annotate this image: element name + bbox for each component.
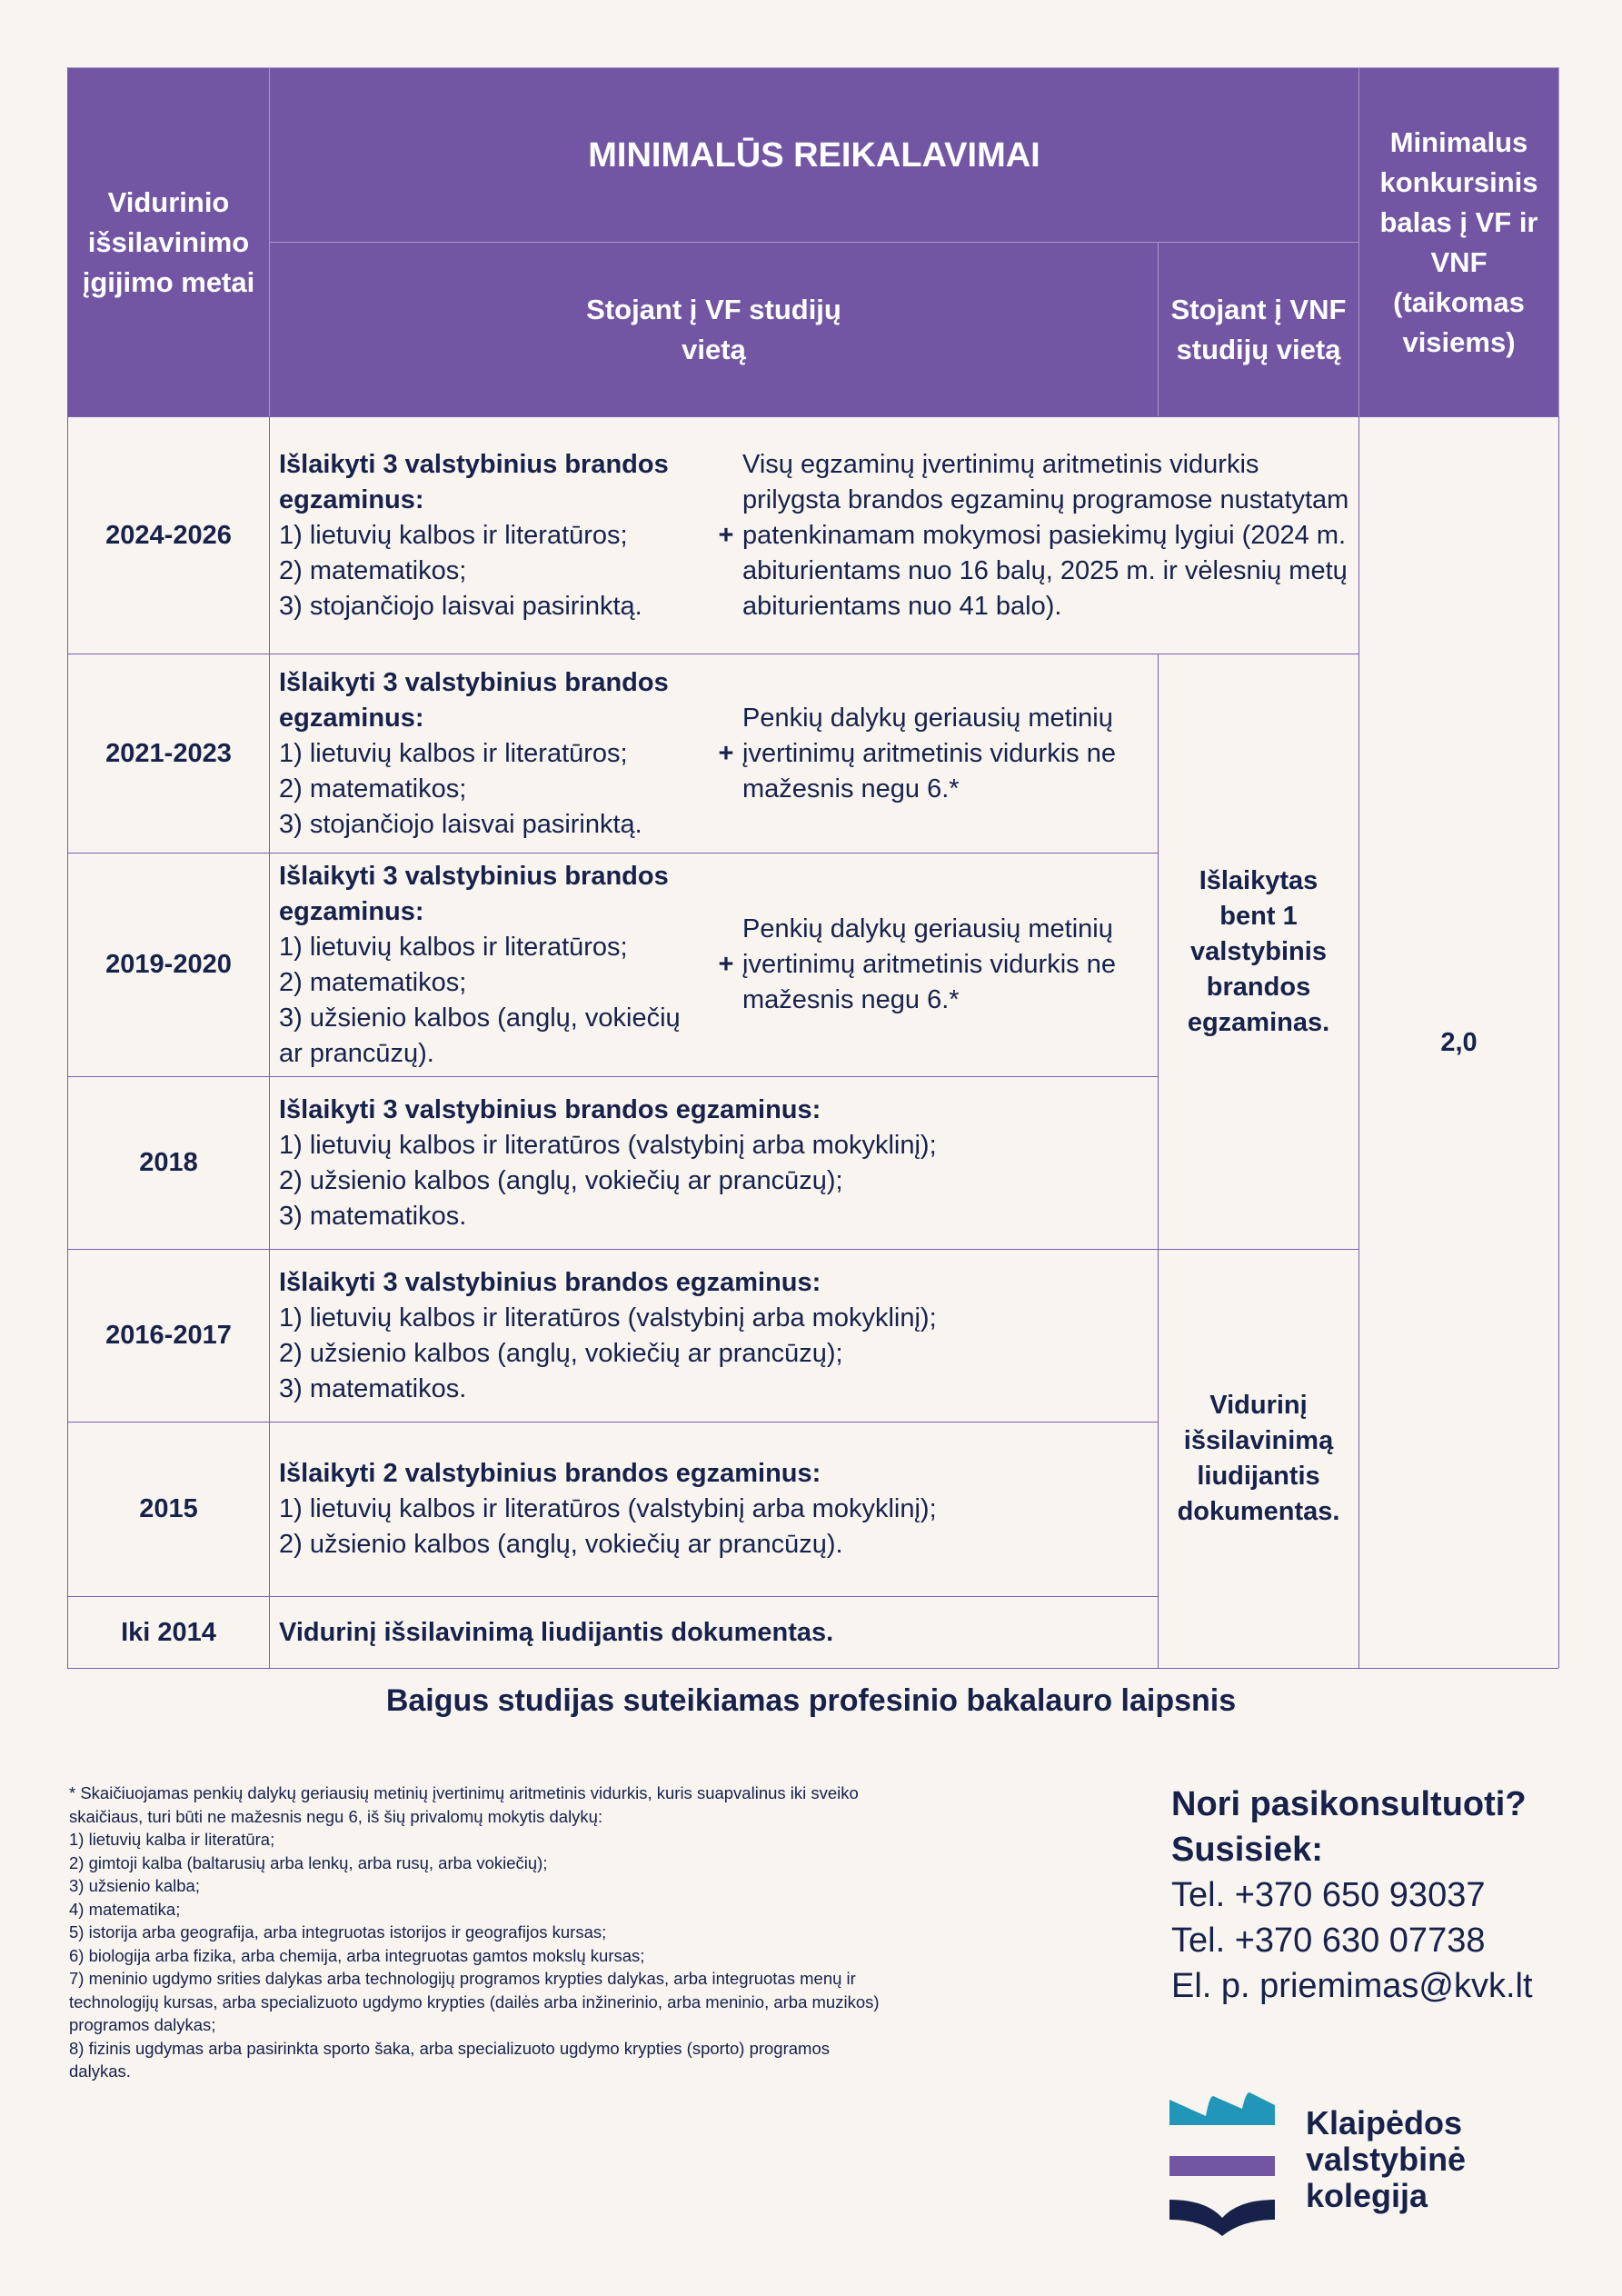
footnote	[69, 1782, 887, 2083]
row-requirements	[270, 654, 1159, 853]
contact-block	[1171, 1782, 1533, 2009]
req-item: 1) lietuvių kalbos ir literatūros;	[279, 738, 628, 768]
req-title: Išlaikyti 2 valstybinius brandos egzaminus:	[279, 1459, 821, 1488]
footnote-line: 6) biologija arba fizika, arba chemija, arba integruotas gamtos mokslų kursas;	[69, 1945, 645, 1965]
row-years: 2018	[68, 1076, 270, 1249]
header-min-req: MINIMALŪS REIKALAVIMAI	[270, 67, 1359, 242]
row-requirements	[270, 1249, 1159, 1422]
req-item: 1) lietuvių kalbos ir literatūros (valstybinį arba mokyklinį);	[279, 1303, 937, 1333]
row-requirements	[270, 416, 1359, 654]
min-score-value: 2,0	[1359, 416, 1559, 1668]
req-item: 1) lietuvių kalbos ir literatūros;	[279, 932, 628, 962]
row-years: 2021-2023	[68, 654, 270, 853]
req-item: 1) lietuvių kalbos ir literatūros (valstybinį arba mokyklinį);	[279, 1130, 937, 1160]
logo-wave	[1169, 2092, 1275, 2125]
plus-sign: +	[718, 520, 734, 550]
req-item: 3) užsienio kalbos (anglų, vokiečių ar prancūzų).	[279, 1003, 681, 1068]
logo-bar	[1169, 2156, 1275, 2176]
req-title: Išlaikyti 3 valstybinius brandos egzaminus:	[279, 861, 669, 926]
footnote-line: 5) istorija arba geografija, arba integruotas istorijos ir geografijos kursas;	[69, 1922, 607, 1942]
req-item: 3) matematikos.	[279, 1373, 467, 1403]
req-item: 2) matematikos;	[279, 555, 467, 585]
req-item: 2) matematikos;	[279, 774, 467, 804]
logo-text	[1306, 2105, 1466, 2214]
req-title: Išlaikyti 3 valstybinius brandos egzaminus:	[279, 1267, 821, 1297]
phone-1[interactable]: Tel. +370 650 93037	[1171, 1876, 1486, 1914]
footnote-line: 4) matematika;	[69, 1899, 181, 1919]
req-item: 2) užsienio kalbos (anglų, vokiečių ar prancūzų);	[279, 1165, 843, 1195]
req-item: 3) matematikos.	[279, 1201, 467, 1231]
req-extra: Penkių dalykų geriausių metinių įvertinimų aritmetinis vidurkis ne mažesnis negu 6.*	[742, 914, 1116, 1014]
req-item: 2) užsienio kalbos (anglų, vokiečių ar prancūzų);	[279, 1338, 843, 1368]
logo-line: kolegija	[1306, 2177, 1428, 2214]
contact-subtitle: Susisiek:	[1171, 1831, 1323, 1869]
logo-book	[1169, 2200, 1275, 2236]
header-vf: Stojant į VF studijų vietą	[270, 242, 1159, 416]
contact-title: Nori pasikonsultuoti?	[1171, 1785, 1527, 1823]
row-requirements	[270, 1076, 1159, 1249]
req-item: 3) stojančiojo laisvai pasirinktą.	[279, 809, 642, 839]
row-years: 2016-2017	[68, 1249, 270, 1422]
req-title: Vidurinį išsilavinimą liudijantis dokumentas.	[279, 1617, 834, 1647]
req-title: Išlaikyti 3 valstybinius brandos egzaminus:	[279, 1094, 821, 1124]
plus-sign: +	[718, 950, 734, 979]
req-item: 3) stojančiojo laisvai pasirinktą.	[279, 591, 642, 621]
row-years: 2015	[68, 1422, 270, 1596]
email-link[interactable]: El. p. priemimas@kvk.lt	[1171, 1967, 1533, 2005]
degree-summary: Baigus studijas suteikiamas profesinio bakalauro laipsnis	[385, 1683, 1237, 1718]
phone-2[interactable]: Tel. +370 630 07738	[1171, 1922, 1486, 1960]
req-item: 1) lietuvių kalbos ir literatūros (valstybinį arba mokyklinį);	[279, 1494, 937, 1523]
vnf-requirement-b: Vidurinį išsilavinimą liudijantis dokumentas.	[1159, 1249, 1359, 1668]
plus-sign: +	[718, 738, 734, 768]
footnote-line: 2) gimtoji kalba (baltarusių arba lenkų, arba rusų, arba vokiečių);	[69, 1852, 548, 1872]
req-extra: Penkių dalykų geriausių metinių įvertinimų aritmetinis vidurkis ne mažesnis negu 6.*	[742, 703, 1116, 804]
footnote-line: 8) fizinis ugdymas arba pasirinkta sporto šaka, arba specializuoto ugdymo krypties (sporto) programos dalykas.	[69, 2038, 830, 2081]
req-item: 2) matematikos;	[279, 967, 467, 997]
header-min-score: Minimalus konkursinis balas į VF ir VNF (taikomas visiems)	[1359, 67, 1559, 416]
row-requirements	[270, 1596, 1159, 1668]
row-years: 2024-2026	[68, 416, 270, 654]
footnote-line: 7) meninio ugdymo srities dalykas arba technologijų programos krypties dalykas, arba integruotas menų ir technologijų kursas, arba specializuoto ugdymo krypties (dailės arba inžinerinio, arba meninio, arba muzikos) programos dalykas;	[69, 1969, 880, 2034]
logo-line: Klaipėdos	[1306, 2104, 1463, 2141]
req-title: Išlaikyti 3 valstybinius brandos egzaminus:	[279, 667, 669, 733]
row-requirements	[270, 1422, 1159, 1596]
req-extra: Visų egzaminų įvertinimų aritmetinis vidurkis prilygsta brandos egzaminų programose nustatytam patenkinamam mokymosi pasiekimų lygiui (2024 m. abiturientams nuo 16 balų, 2025 m. ir vėlesnių metų abiturientams nuo 41 balo).	[742, 449, 1349, 621]
header-vnf: Stojant į VNF studijų vietą	[1159, 242, 1359, 416]
req-item: 1) lietuvių kalbos ir literatūros;	[279, 520, 628, 550]
footnote-line: 1) lietuvių kalba ir literatūra;	[69, 1830, 275, 1849]
req-title: Išlaikyti 3 valstybinius brandos egzaminus:	[279, 449, 669, 514]
footnote-line: 3) užsienio kalba;	[69, 1876, 200, 1895]
row-years: Iki 2014	[68, 1596, 270, 1668]
header-years: Vidurinio išsilavinimo įgijimo metai	[68, 67, 270, 416]
requirements-table	[67, 67, 1558, 1669]
row-years: 2019-2020	[68, 853, 270, 1076]
row-requirements	[270, 853, 1159, 1076]
req-item: 2) užsienio kalbos (anglų, vokiečių ar prancūzų).	[279, 1530, 843, 1559]
logo-line: valstybinė	[1306, 2141, 1467, 2178]
vnf-requirement-a: Išlaikytas bent 1 valstybinis brandos egzaminas.	[1159, 654, 1359, 1249]
footnote-line: * Skaičiuojamas penkių dalykų geriausių metinių įvertinimų aritmetinis vidurkis, kuris suapvalinus iki sveiko skaičiaus, turi būti ne mažesnis negu 6, iš šių privalomų mokytis dalykų:	[69, 1783, 859, 1826]
